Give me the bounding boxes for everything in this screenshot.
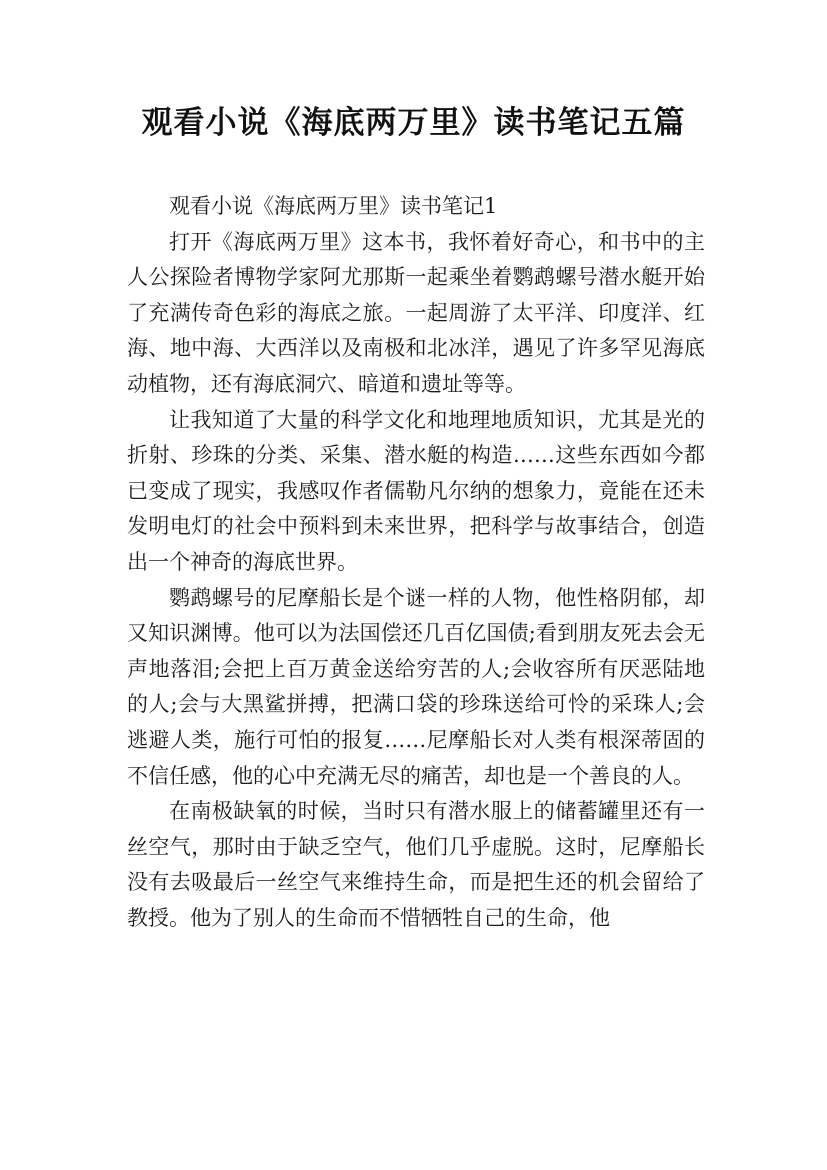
- paragraph-1: 打开《海底两万里》这本书，我怀着好奇心，和书中的主人公探险者博物学家阿尤那斯一起乘坐着鹦鹉螺号潜水艇开始了充满传奇色彩的海底之旅。一起周游了太平洋、印度洋、红海、地中海、大西洋以及南极和北冰洋，遇见了许多罕见海底动植物，还有海底洞穴、暗道和遗址等等。: [127, 229, 705, 396]
- section-heading: 观看小说《海底两万里》读书笔记1: [169, 194, 498, 218]
- paragraph-2: 让我知道了大量的科学文化和地理地质知识，尤其是光的折射、珍珠的分类、采集、潜水艇的构造……这些东西如今都已变成了现实，我感叹作者儒勒凡尔纳的想象力，竟能在还未发明电灯的社会中预料到未来世界，把科学与故事结合，创造出一个神奇的海底世界。: [127, 407, 705, 574]
- paragraph-4: 在南极缺氧的时候，当时只有潜水服上的储蓄罐里还有一丝空气，那时由于缺乏空气，他们几乎虚脱。这时，尼摩船长没有去吸最后一丝空气来维持生命，而是把生还的机会留给了教授。他为了别人的生命而不惜牺牲自己的生命，他: [127, 799, 705, 930]
- document-title: 观看小说《海底两万里》读书笔记五篇: [141, 105, 686, 141]
- paragraph-3: 鹦鹉螺号的尼摩船长是个谜一样的人物，他性格阴郁，却又知识渊博。他可以为法国偿还几百亿国债;看到朋友死去会无声地落泪;会把上百万黄金送给穷苦的人;会收容所有厌恶陆地的人;会与大黑鲨拼搏，把满口袋的珍珠送给可怜的采珠人;会逃避人类，施行可怕的报复……尼摩船长对人类有根深蒂固的不信任感，他的心中充满无尽的痛苦，却也是一个善良的人。: [127, 585, 705, 788]
- document-body: [127, 189, 705, 936]
